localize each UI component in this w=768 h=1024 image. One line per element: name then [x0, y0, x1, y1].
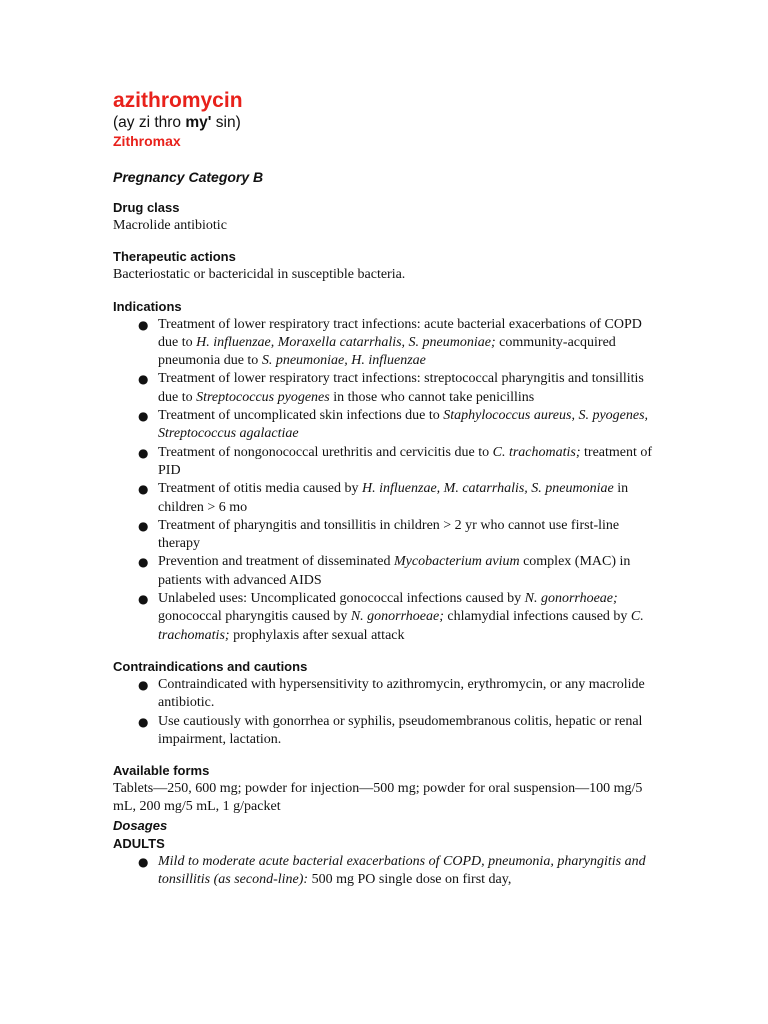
drug-class-heading: Drug class — [113, 200, 180, 215]
list-item: ● Prevention and treatment of disseminated Mycobacterium avium complex (MAC) in patients with advanced AIDS — [138, 554, 631, 588]
pronunciation-part: sin) — [211, 114, 241, 131]
list-item: ● Use cautiously with gonorrhea or syphilis, pseudomembranous colitis, hepatic or renal impairment, lactation. — [138, 713, 643, 747]
bullet-icon: ● — [138, 677, 149, 692]
drug-name: azithromycin — [113, 89, 243, 112]
dosages-heading: Dosages — [113, 817, 168, 833]
bullet-icon: ● — [138, 372, 149, 387]
monograph-content — [113, 88, 658, 889]
bullet-icon: ● — [138, 518, 149, 533]
list-item: ● Contraindicated with hypersensitivity to azithromycin, erythromycin, or any macrolide antibiotic. — [138, 676, 645, 711]
brand-name: Zithromax — [113, 133, 181, 149]
list-item: ● Treatment of uncomplicated skin infections due to Staphylococcus aureus, S. pyogenes, Streptococcus agalactiae — [138, 408, 649, 442]
bullet-icon: ● — [138, 409, 149, 424]
bullet-icon: ● — [138, 482, 149, 497]
contraindications-heading: Contraindications and cautions — [113, 658, 308, 674]
list-item: ● Treatment of nongonococcal urethritis and cervicitis due to C. trachomatis; treatment of PID — [138, 444, 653, 478]
bullet-icon: ● — [138, 555, 149, 570]
bullet-icon: ● — [138, 714, 149, 729]
list-item: ● Treatment of lower respiratory tract infections: streptococcal pharyngitis and tonsillitis due to Streptococcus pyogenes in those who cannot take penicillins — [138, 371, 644, 405]
list-item: ● Mild to moderate acute bacterial exacerbations of COPD, pneumonia, pharyngitis and tonsillitis (as second-line): 500 mg PO single dose on first day, — [138, 853, 646, 888]
drug-class-text: Macrolide antibiotic — [113, 218, 227, 233]
adults-heading: ADULTS — [113, 835, 165, 851]
indications-heading: Indications — [113, 298, 182, 314]
bullet-icon: ● — [138, 592, 149, 607]
pronunciation-stress: my' — [185, 114, 212, 131]
pronunciation-part: (ay zi thro — [113, 114, 186, 131]
indications-list — [113, 316, 658, 645]
bullet-icon: ● — [138, 317, 149, 332]
list-item: ● Unlabeled uses: Uncomplicated gonococcal infections caused by N. gonorrhoeae; gonococcal pharyngitis caused by N. gonorrhoeae; chlamydial infections caused by C. trachomatis; prophylaxis after sexual attack — [138, 591, 644, 643]
therapeutic-heading: Therapeutic actions — [113, 249, 236, 265]
dosages-list — [113, 853, 658, 890]
bullet-icon: ● — [138, 854, 149, 869]
pregnancy-category: Pregnancy Category B — [113, 169, 264, 185]
pronunciation — [113, 114, 658, 132]
list-item: ● Treatment of lower respiratory tract infections: acute bacterial exacerbations of COPD due to H. influenzae, Moraxella catarrhalis, S. pneumoniae; community-acquired pneumonia due to S. pneumoniae, H. influenzae — [138, 316, 642, 369]
therapeutic-text: Bacteriostatic or bactericidal in susceptible bacteria. — [113, 267, 406, 283]
forms-text: Tablets—250, 600 mg; powder for injection—500 mg; powder for oral suspension—100 mg/5 mL, 200 mg/5 mL, 1 g/packet — [113, 781, 643, 815]
list-item: ● Treatment of otitis media caused by H. influenzae, M. catarrhalis, S. pneumoniae in children > 6 mo — [138, 481, 629, 515]
list-item: ● Treatment of pharyngitis and tonsillitis in children > 2 yr who cannot use first-line therapy — [138, 517, 620, 552]
bullet-icon: ● — [138, 445, 149, 460]
contraindications-list — [113, 676, 658, 749]
forms-heading: Available forms — [113, 763, 210, 779]
